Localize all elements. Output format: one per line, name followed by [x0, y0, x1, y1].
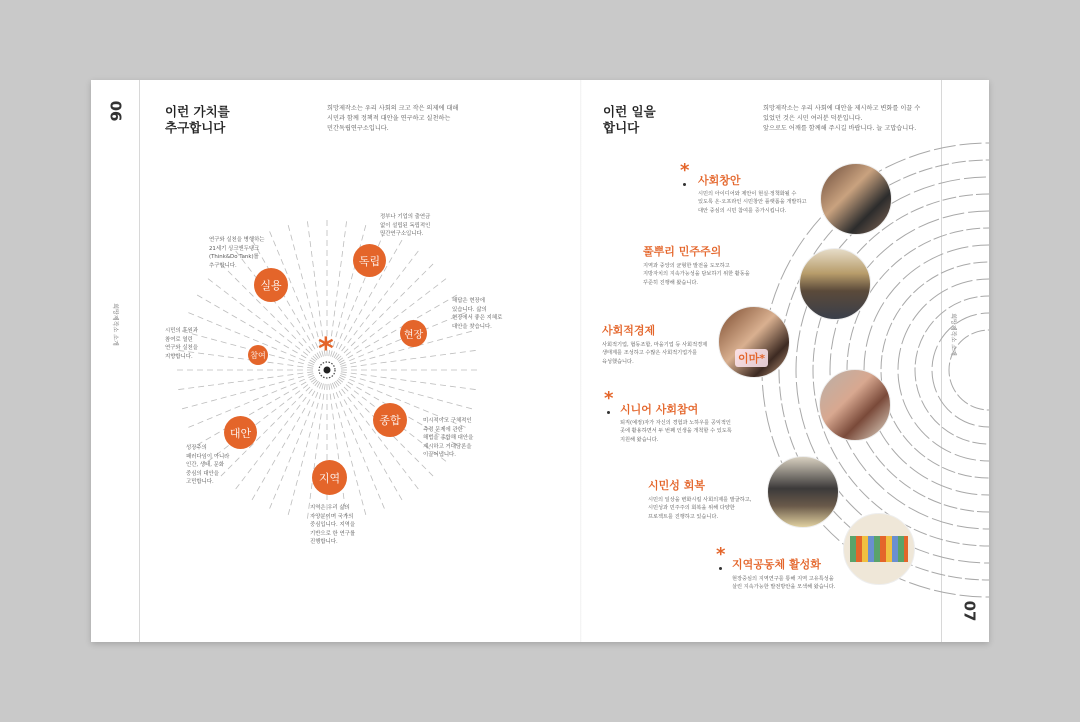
- desc-line: (Think&Do Tank)를: [209, 254, 259, 261]
- running-head-right: 희망제작소 소개: [949, 313, 957, 356]
- intro-line: 민간독립연구소입니다.: [327, 125, 389, 132]
- decorative-ring: [898, 279, 989, 461]
- desc-line: 해법을 종합해 대안을: [423, 435, 474, 442]
- desc-line: 육성했습니다.: [602, 358, 634, 365]
- desc-line: 대안을 찾습니다.: [452, 323, 492, 330]
- asterisk-icon: *: [318, 332, 334, 367]
- running-head-left: 희망제작소 소개: [111, 303, 119, 346]
- desc-line: 프로젝트를 진행하고 있습니다.: [648, 513, 719, 520]
- bullet-dot: [683, 183, 686, 186]
- asterisk-icon: *: [604, 388, 614, 409]
- desc-line: 지역과 중앙의 균형한 발전을 도모하고: [643, 263, 730, 269]
- activity-title: 시민성 회복: [648, 479, 705, 492]
- desc-line: 생태계를 조성하고 수많은 사회적기업가를: [602, 350, 698, 357]
- activity-desc: [698, 190, 806, 215]
- decorative-ring: [949, 330, 989, 410]
- desc-line: 중심의 대안을: [186, 470, 219, 477]
- photo-senior-participation: [819, 369, 891, 441]
- activity-title: 지역공동체 활성화: [732, 558, 821, 571]
- asterisk-icon: *: [716, 544, 726, 565]
- value-circle-현장: 현장: [400, 320, 427, 347]
- desc-line: 대안 중심의 시민 참여를 증가시킵니다.: [698, 207, 787, 214]
- intro-line: 있었던 것은 시민 여러분 덕분입니다.: [763, 115, 863, 122]
- desc-line: 참여로 열린: [165, 336, 193, 343]
- desc-line: 자양분이며 국가의: [310, 513, 354, 520]
- intro-line: 앞으로도 어깨를 함께해 주시길 바랍니다. 늘 고맙습니다.: [763, 125, 917, 132]
- intro-line: 희망제작소는 우리 사회의 크고 작은 의제에 대해: [327, 105, 459, 112]
- desc-line: 지원해 왔습니다.: [620, 436, 659, 443]
- activity-desc: [732, 575, 835, 592]
- activity-title: 풀뿌리 민주주의: [643, 245, 722, 258]
- activity-title: 시니어 사회참여: [620, 403, 699, 416]
- desc-line: 시민의 일상을 변화시킬 사회의제를 발굴하고,: [648, 497, 752, 503]
- activity-desc: [643, 262, 750, 287]
- photo-grassroots-democracy: [799, 248, 871, 320]
- desc-line: 제시하고 거대담론을: [423, 443, 472, 450]
- desc-line: 있습니다. 삶의: [452, 306, 487, 313]
- desc-line: 퇴직(예정)자가 자신의 경험과 노하우를 공익적인: [620, 420, 731, 426]
- photo-social-economy: [718, 306, 790, 378]
- desc-line: 추구합니다.: [209, 262, 237, 269]
- desc-line: 시민의 후원과: [165, 328, 198, 334]
- activity-desc: [620, 419, 732, 444]
- desc-line: 현장중심의 지역연구를 통해 지역 고유특성을: [732, 576, 834, 582]
- decorative-ring: [932, 313, 989, 427]
- desc-line: 연구와 실천을: [165, 345, 198, 352]
- desc-line: 정부나 기업의 출연금: [380, 214, 431, 220]
- desc-line: 진행합니다.: [310, 539, 338, 546]
- desc-line: 연구와 실천을 병행하는: [209, 237, 265, 243]
- heading-line: 이런 가치를: [165, 104, 230, 119]
- activity-desc: [602, 341, 707, 366]
- desc-line: 살린 지속가능한 발전방안을 모색해 왔습니다.: [732, 584, 836, 591]
- desc-line: 인간, 생태, 문화: [186, 462, 225, 469]
- desc-line: 측정 문제에 관한: [423, 426, 463, 433]
- photo-civic-recovery: [767, 456, 839, 528]
- page-number-right: 07: [960, 600, 979, 622]
- heading-line: 이런 일을: [603, 104, 656, 119]
- photo-sign-text: 이마*: [735, 349, 768, 367]
- activity-title: 사회적경제: [602, 324, 656, 337]
- desc-line: 패러다임이 아니라: [186, 453, 230, 460]
- bullet-dot: [719, 567, 722, 570]
- desc-line: 민간연구소입니다.: [380, 231, 424, 238]
- decorative-ring: [813, 194, 989, 546]
- bullet-dot: [607, 411, 610, 414]
- desc-line: 고민합니다.: [186, 479, 214, 486]
- heading-line: 합니다: [603, 120, 640, 135]
- activity-desc: [648, 496, 751, 521]
- value-circle-지역: 지역: [312, 460, 347, 495]
- value-circle-대안: 대안: [224, 416, 257, 449]
- magazine-spread: [91, 80, 989, 642]
- desc-line: 지향합니다.: [165, 353, 193, 360]
- colored-blocks: [850, 536, 908, 562]
- intro-line: 희망제작소는 우리 사회에 대안을 제시하고 변화를 이끌 수: [763, 105, 921, 112]
- desc-line: 지방자치의 지속가능성을 담보하기 위한 활동을: [643, 271, 750, 278]
- asterisk-icon: *: [680, 160, 690, 181]
- decorative-ring: [864, 245, 989, 495]
- photo-social-proposal: [820, 163, 892, 235]
- desc-line: 이끌어냅니다.: [423, 452, 456, 459]
- value-circle-실용: 실용: [254, 268, 288, 302]
- decorative-ring: [881, 262, 989, 478]
- desc-line: 현장에서 좋은 지혜로: [452, 315, 503, 322]
- desc-line: 없이 설립된 독립적인: [380, 222, 431, 229]
- desc-line: 지역은 우리 삶의: [310, 505, 350, 511]
- heading-line: 추구합니다: [165, 120, 226, 135]
- desc-line: 시민성과 민주주의 회복을 위해 다양한: [648, 505, 735, 512]
- desc-line: 21세기 싱크앤두탱크: [209, 245, 260, 252]
- desc-line: 기반으로 한 연구를: [310, 530, 356, 537]
- intro-line: 시민과 함께 정책적 대안을 연구하고 실천하는: [327, 115, 451, 122]
- desc-line: 꾸준히 진행해 왔습니다.: [643, 279, 699, 286]
- desc-line: 곳에 활용하면서 두 번째 인생을 개척할 수 있도록: [620, 428, 732, 435]
- value-circle-독립: 독립: [353, 244, 386, 277]
- desc-line: 해답은 현장에: [452, 298, 485, 304]
- value-circle-종합: 종합: [373, 403, 407, 437]
- desc-line: 중심입니다. 지역을: [310, 522, 356, 529]
- desc-line: 시민의 아이디어와 제안이 현실·정책화될 수: [698, 191, 797, 197]
- desc-line: 미시적이고 구체적인: [423, 418, 472, 424]
- photo-community-revitalization: [843, 513, 915, 585]
- activity-title: 사회창안: [698, 174, 741, 187]
- decorative-ring: [915, 296, 989, 444]
- desc-line: 있도록 온·오프라인 시민창안 플랫폼을 개발하고: [698, 199, 807, 206]
- desc-line: 성장주의: [186, 445, 207, 451]
- page-number-left: 06: [106, 100, 125, 122]
- value-circle-참여: 참여: [248, 345, 268, 365]
- desc-line: 사회적기업, 협동조합, 마을기업 등 사회적경제: [602, 342, 708, 348]
